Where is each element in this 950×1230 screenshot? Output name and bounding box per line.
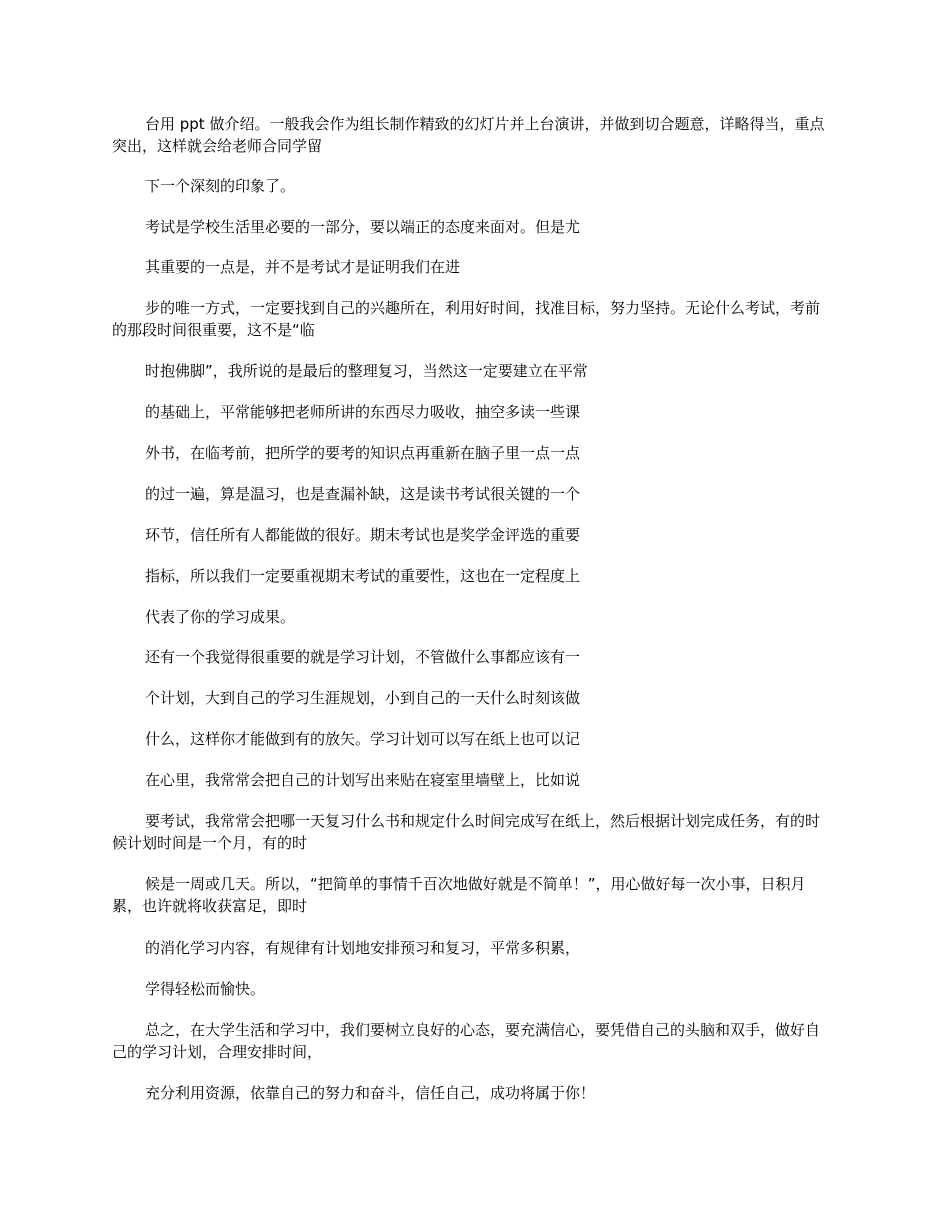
paragraph: 考试是学校生活里必要的一部分，要以端正的态度来面对。但是尤 <box>145 218 581 236</box>
paragraph: 什么，这样你才能做到有的放矢。学习计划可以写在纸上也可以记 <box>145 730 581 748</box>
paragraph: 的消化学习内容，有规律有计划地安排预习和复习，平常多积累， <box>145 939 581 957</box>
paragraph: 个计划，大到自己的学习生涯规划，小到自己的一天什么时刻该做 <box>145 689 581 707</box>
paragraph: 充分利用资源，依靠自己的努力和奋斗，信任自己，成功将属于你！ <box>145 1084 596 1102</box>
paragraph: 其重要的一点是，并不是考试才是证明我们在进 <box>145 258 461 276</box>
paragraph: 步的唯一方式，一定要找到自己的兴趣所在，利用好时间，找准目标，努力坚持。无论什么考试，考前的那段时间很重要，这不是“临 <box>112 299 821 339</box>
paragraph: 的基础上，平常能够把老师所讲的东西尽力吸收，抽空多读一些课 <box>145 403 581 421</box>
paragraph: 代表了你的学习成果。 <box>145 608 296 626</box>
paragraph: 指标，所以我们一定要重视期末考试的重要性，这也在一定程度上 <box>145 567 581 585</box>
paragraph: 台用 ppt 做介绍。一般我会作为组长制作精致的幻灯片并上台演讲，并做到切合题意，详略得当，重点突出，这样就会给老师合同学留 <box>112 115 825 155</box>
paragraph: 在心里，我常常会把自己的计划写出来贴在寝室里墙壁上，比如说 <box>145 771 581 789</box>
paragraph: 的过一遍，算是温习，也是查漏补缺，这是读书考试很关键的一个 <box>145 485 581 503</box>
paragraph: 学得轻松而愉快。 <box>145 980 266 998</box>
paragraph: 还有一个我觉得很重要的就是学习计划，不管做什么事都应该有一 <box>145 648 581 666</box>
paragraph: 下一个深刻的印象了。 <box>145 177 296 195</box>
paragraph: 外书，在临考前，把所学的要考的知识点再重新在脑子里一点一点 <box>145 444 581 462</box>
paragraph: 总之，在大学生活和学习中，我们要树立良好的心态，要充满信心，要凭借自己的头脑和双手，做好自己的学习计划，合理安排时间， <box>112 1021 821 1061</box>
paragraph: 要考试，我常常会把哪一天复习什么书和规定什么时间完成写在纸上，然后根据计划完成任务，有的时候计划时间是一个月，有的时 <box>112 812 821 852</box>
paragraph: 时抱佛脚”，我所说的是最后的整理复习，当然这一定要建立在平常 <box>145 362 588 380</box>
paragraph: 候是一周或几天。所以，“把简单的事情千百次地做好就是不简单！”，用心做好每一次小事，日积月累，也许就将收获富足，即时 <box>112 875 806 915</box>
paragraph: 环节，信任所有人都能做的很好。期末考试也是奖学金评选的重要 <box>145 526 581 544</box>
